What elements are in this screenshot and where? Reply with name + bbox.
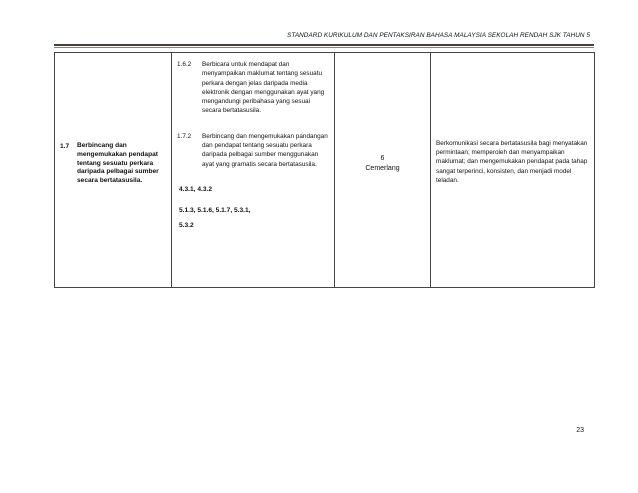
learning-standard-code: 1.6.2 xyxy=(177,61,192,68)
band-cell xyxy=(335,53,431,288)
descriptor-cell xyxy=(431,53,595,288)
reference-codes: 5.3.2 xyxy=(179,221,194,229)
learning-standard-text: Berbicara untuk mendapat dan menyampaikan maklumat tentang sesuatu perkara dengan jelas daripada media elektronik dengan menggunakan ayat yang mengandungi peribahasa yang sesuai secara bertatasusila. xyxy=(202,61,325,115)
band-level: 6 xyxy=(380,154,385,162)
descriptor-text: Berkomunikasi secara bertatasusila bagi menyatakan permintaan; memperoleh dan menyampaikan maklumat; dan mengemukakan pendapat pada tahap sangat terperinci, konsisten, dan menjadi model teladan. xyxy=(436,139,588,184)
learning-standard-item xyxy=(172,132,334,169)
content-standard-text: Berbincang dan mengemukakan pendapat tentang sesuatu perkara daripada pelbagai sumber secara bertatasusila. xyxy=(77,141,159,185)
learning-standard-cell xyxy=(172,53,335,288)
band-label: Cemerlang xyxy=(365,165,400,172)
page-number: 23 xyxy=(576,427,584,434)
learning-standard-item xyxy=(172,60,334,116)
reference-codes: 4.3.1, 4.3.2 xyxy=(179,185,212,193)
content-standard-number: 1.7 xyxy=(60,142,70,150)
reference-codes: 5.1.3, 5.1.6, 5.1.7, 5.3.1, xyxy=(179,207,251,215)
header-rule xyxy=(54,44,594,46)
learning-standard-code: 1.7.2 xyxy=(177,132,192,140)
content-standard-cell xyxy=(55,53,172,288)
document-header: STANDARD KURIKULUM DAN PENTAKSIRAN BAHASA MALAYSIA SEKOLAH RENDAH SJK TAHUN 5 xyxy=(287,32,590,39)
standards-table xyxy=(54,52,595,288)
table-row xyxy=(55,53,595,288)
learning-standard-text: Berbincang dan mengemukakan pandangan dan pendapat tentang sesuatu perkara daripada pelbagai sumber menggunakan ayat yang gramatis secara bertatasusila. xyxy=(202,132,328,168)
header-rule-thin xyxy=(54,47,594,48)
